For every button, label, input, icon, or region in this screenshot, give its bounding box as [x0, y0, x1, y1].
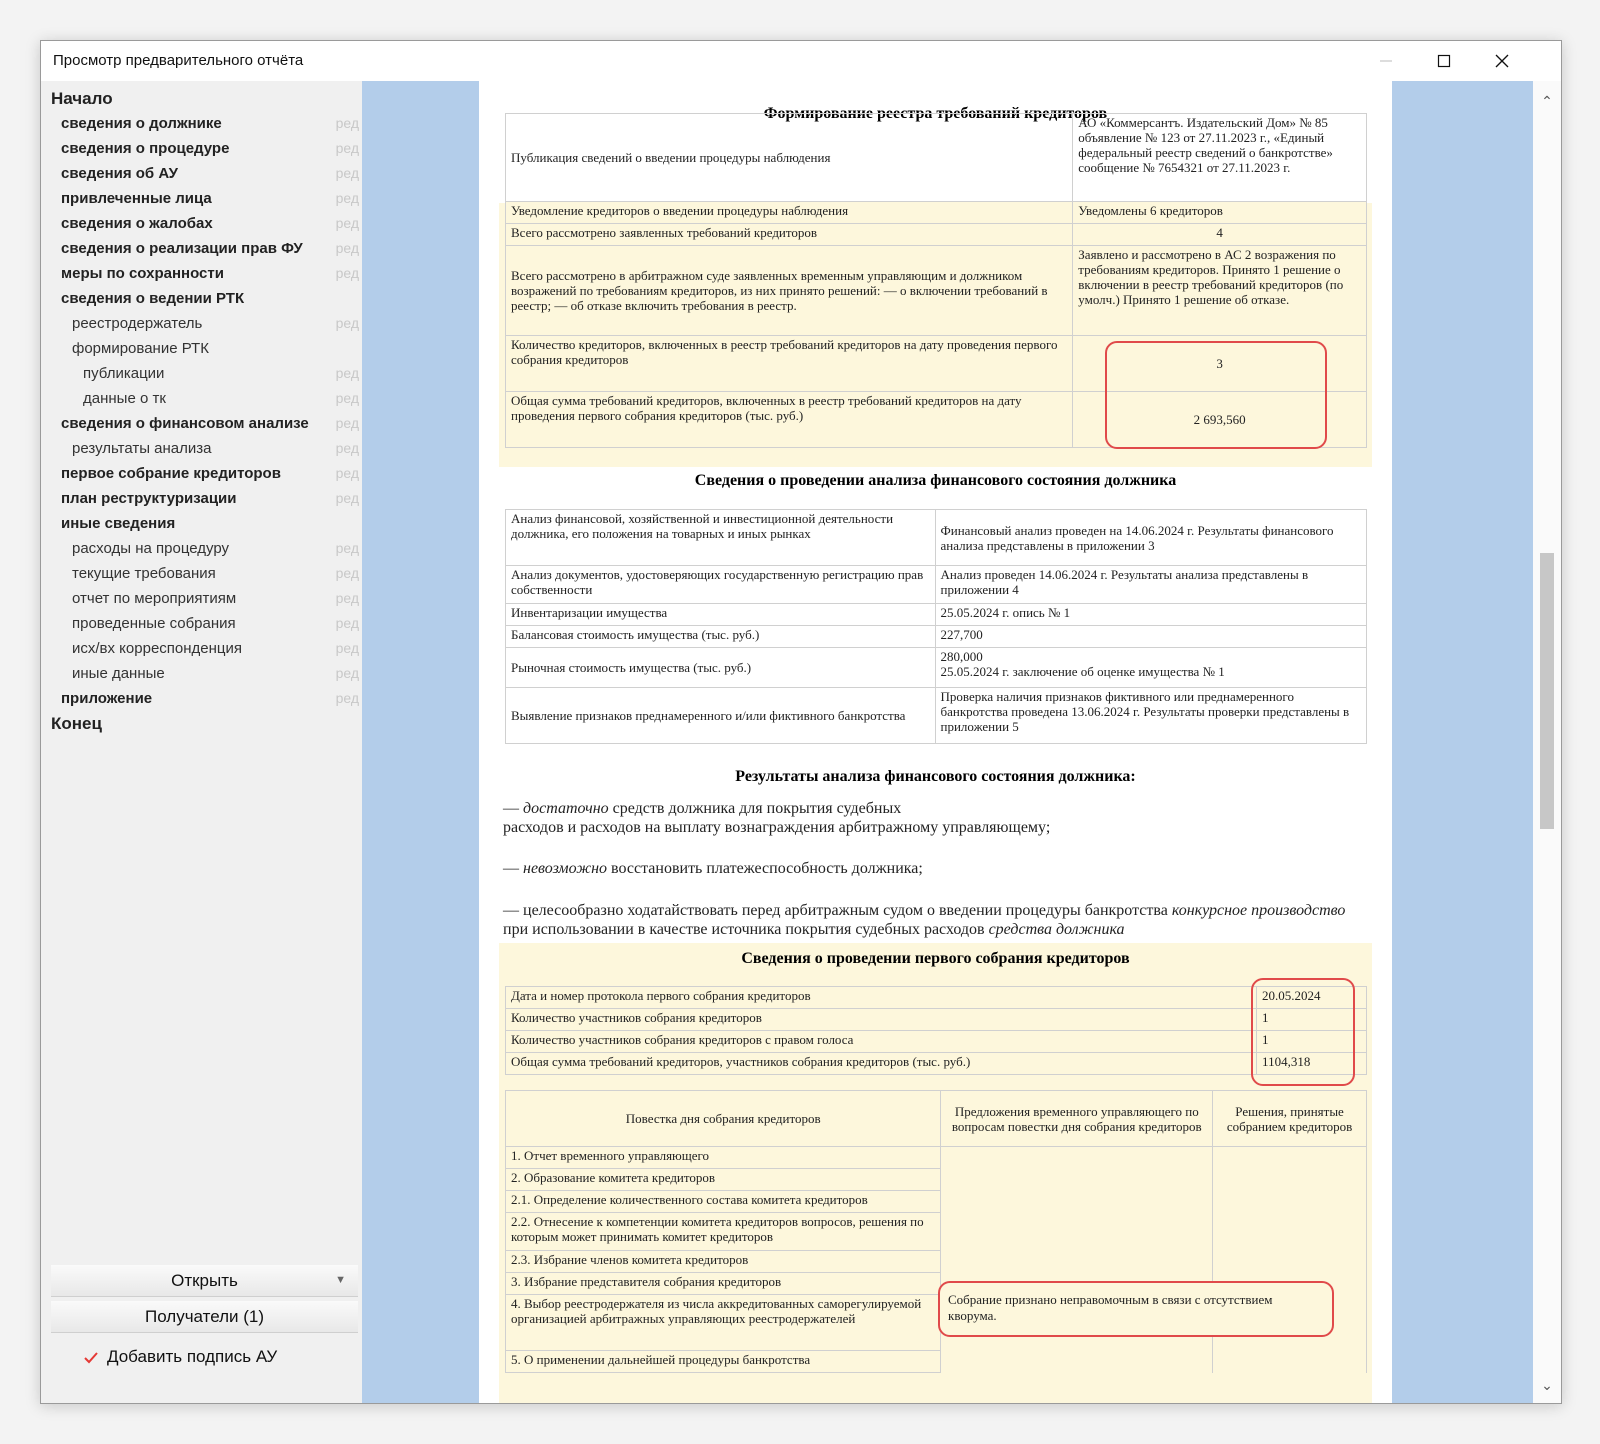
- sidebar-item-label: результаты анализа: [72, 440, 212, 457]
- table-row: [506, 688, 1367, 744]
- meeting-label: Дата и номер протокола первого собрания кредиторов: [506, 987, 1257, 1009]
- edit-link[interactable]: ред: [335, 215, 359, 231]
- open-button[interactable]: [51, 1265, 358, 1297]
- table-row: [506, 626, 1367, 648]
- text-italic: конкурсное производство: [1171, 902, 1346, 919]
- sidebar-item-label: публикации: [83, 365, 165, 382]
- table-row: [506, 604, 1367, 626]
- rtk-label: Всего рассмотрено заявленных требований кредиторов: [506, 224, 1073, 246]
- table-row: [506, 224, 1367, 246]
- rtk-label: Общая сумма требований кредиторов, включенных в реестр требований кредиторов на дату проведения первого собрания кредиторов (тыс. руб.): [506, 392, 1073, 448]
- agenda-item: 2.2. Отнесение к компетенции комитета кредиторов вопросов, решения по которым может принимать комитет кредиторов: [506, 1213, 941, 1251]
- table-row: [506, 246, 1367, 336]
- sidebar-item[interactable]: [41, 562, 369, 587]
- analysis-value: 25.05.2024 г. опись № 1: [935, 604, 1367, 626]
- text: — целесообразно ходатайствовать перед арбитражным судом о введении процедуры банкротства: [503, 902, 1172, 919]
- sidebar-item-label: формирование РТК: [72, 340, 209, 357]
- table-row: [506, 510, 1367, 566]
- add-signature-label: Добавить подпись АУ: [107, 1347, 278, 1366]
- report-navigation: [41, 87, 369, 737]
- sidebar-item[interactable]: [41, 662, 369, 687]
- report-page: [479, 81, 1392, 1403]
- vertical-scrollbar[interactable]: [1533, 81, 1561, 1403]
- agenda-header: Решения, принятые собранием кредиторов: [1213, 1091, 1367, 1147]
- sidebar-item[interactable]: [41, 487, 369, 512]
- sidebar-item-label: сведения об АУ: [61, 165, 178, 182]
- sidebar-item[interactable]: [41, 687, 369, 712]
- rtk-creditors-count: 3: [1073, 336, 1367, 392]
- table-row: [506, 202, 1367, 224]
- sidebar-item[interactable]: [41, 112, 369, 137]
- report-preview-window: [40, 40, 1562, 1404]
- table-row: [506, 1147, 1367, 1169]
- sidebar-item-label: проведенные собрания: [72, 615, 236, 632]
- sidebar-item[interactable]: [41, 512, 369, 537]
- sidebar-item[interactable]: [41, 162, 369, 187]
- sidebar-item-label: сведения о ведении РТК: [61, 290, 245, 307]
- edit-link[interactable]: ред: [335, 690, 359, 706]
- agenda-item: 3. Избрание представителя собрания кредиторов: [506, 1273, 941, 1295]
- valuation-report: 25.05.2024 г. заключение об оценке имущества № 1: [940, 664, 1225, 679]
- decisions-cell: [1213, 1147, 1367, 1373]
- analysis-heading: Сведения о проведении анализа финансового состояния должника: [694, 472, 1177, 489]
- proposals-cell: [941, 1147, 1213, 1373]
- sidebar-item-label: приложение: [61, 690, 153, 707]
- agenda-item: 4. Выбор реестродержателя из числа аккредитованных саморегулируемой организацией арбитражных управляющих реестродержателей: [506, 1295, 941, 1351]
- rtk-heading: Формирование реестра требований кредиторов: [763, 105, 1108, 122]
- rtk-total-claims: 2 693,560: [1073, 392, 1367, 448]
- rtk-value: Заявлено и рассмотрено в АС 2 возражения по требованиям кредиторов. Принято 1 решение о включении в реестр требований кредиторов (по умолч.) Принято 1 решение об отказе.: [1073, 246, 1367, 336]
- open-button-label: Открыть: [171, 1271, 238, 1290]
- edit-link[interactable]: ред: [335, 590, 359, 606]
- maximize-icon: [1437, 54, 1451, 68]
- dropdown-arrow-icon[interactable]: ▼: [335, 1274, 346, 1286]
- rtk-label: Публикация сведений о введении процедуры наблюдения: [506, 114, 1073, 202]
- sidebar-item-label: сведения о реализации прав ФУ: [61, 240, 303, 257]
- agenda-item: 2.1. Определение количественного состава комитета кредиторов: [506, 1191, 941, 1213]
- table-row: [506, 648, 1367, 688]
- text: при использовании в качестве источника покрытия судебных расходов: [503, 921, 989, 938]
- edit-link[interactable]: ред: [335, 190, 359, 206]
- text: средств должника для покрытия судебных: [608, 800, 902, 817]
- close-icon: [1495, 54, 1509, 68]
- meeting-heading: Сведения о проведении первого собрания кредиторов: [741, 950, 1130, 967]
- window-title: Просмотр предварительного отчёта: [53, 52, 304, 69]
- sidebar-item[interactable]: [41, 337, 369, 362]
- sidebar-item-label: иные сведения: [61, 515, 176, 532]
- agenda-header: Повестка дня собрания кредиторов: [506, 1091, 941, 1147]
- results-paragraph-3: [503, 901, 1363, 939]
- sidebar-item-label: сведения о финансовом анализе: [61, 415, 309, 432]
- sidebar-item[interactable]: [41, 237, 369, 262]
- edit-link[interactable]: ред: [335, 365, 359, 381]
- market-value: 280,000: [940, 649, 983, 664]
- table-row: [506, 1031, 1367, 1053]
- edit-link[interactable]: ред: [335, 140, 359, 156]
- edit-link[interactable]: ред: [335, 465, 359, 481]
- rtk-value: Уведомлены 6 кредиторов: [1073, 202, 1367, 224]
- agenda-item: 1. Отчет временного управляющего: [506, 1147, 941, 1169]
- sidebar-item-label: привлеченные лица: [61, 190, 212, 207]
- text: —: [503, 800, 523, 817]
- minimize-icon: [1379, 54, 1393, 68]
- sidebar-item-label: сведения о процедуре: [61, 140, 230, 157]
- analysis-label: Выявление признаков преднамеренного и/или фиктивного банкротства: [506, 688, 936, 744]
- meeting-value: 1: [1257, 1031, 1367, 1053]
- edit-link[interactable]: ред: [335, 165, 359, 181]
- close-button[interactable]: [1473, 41, 1531, 81]
- sidebar-item[interactable]: [41, 637, 369, 662]
- edit-link[interactable]: ред: [335, 615, 359, 631]
- sidebar-item-label: сведения о должнике: [61, 115, 222, 132]
- edit-link[interactable]: ред: [335, 115, 359, 131]
- analysis-value: Проверка наличия признаков фиктивного или преднамеренного банкротства проведена 13.06.2024 г. Результаты проверки представлены в приложении 5: [935, 688, 1367, 744]
- sidebar-item-label: первое собрание кредиторов: [61, 465, 281, 482]
- results-paragraph-1: [503, 799, 1363, 837]
- sidebar-item-label: данные о тк: [83, 390, 166, 407]
- sidebar-item[interactable]: [41, 87, 369, 112]
- sidebar-item[interactable]: [41, 312, 369, 337]
- recipients-button-label: Получатели (1): [144, 1307, 265, 1326]
- sidebar-item-label: отчет по мероприятиям: [72, 590, 237, 607]
- text: —: [503, 860, 523, 877]
- edit-link[interactable]: ред: [335, 440, 359, 456]
- sidebar-item-label: Начало: [51, 89, 113, 108]
- sidebar-item[interactable]: [41, 137, 369, 162]
- text-italic: достаточно: [523, 800, 609, 817]
- sidebar-item[interactable]: [41, 462, 369, 487]
- rtk-label: Уведомление кредиторов о введении процедуры наблюдения: [506, 202, 1073, 224]
- minimize-button[interactable]: [1357, 41, 1415, 81]
- highlight-annotation: [1105, 341, 1327, 449]
- text: расходов и расходов на выплату вознаграждения арбитражному управляющему;: [503, 819, 1051, 836]
- rtk-value: АО «Коммерсантъ. Издательский Дом» № 85 объявление № 123 от 27.11.2023 г., «Единый федеральный реестр сведений о банкротстве» сообщение № 7654321 от 27.11.2023 г.: [1073, 114, 1367, 202]
- sidebar-item-label: текущие требования: [72, 565, 216, 582]
- scrollbar-thumb[interactable]: [1540, 553, 1554, 829]
- table-row: [506, 566, 1367, 604]
- sidebar: [41, 81, 369, 1403]
- sidebar-item-label: иные данные: [72, 665, 165, 682]
- sidebar-item[interactable]: [41, 612, 369, 637]
- edit-link[interactable]: ред: [335, 540, 359, 556]
- edit-link[interactable]: ред: [335, 265, 359, 281]
- sidebar-item[interactable]: [41, 287, 369, 312]
- checkmark-icon: [83, 1350, 99, 1366]
- agenda-item: 2. Образование комитета кредиторов: [506, 1169, 941, 1191]
- sidebar-item[interactable]: [41, 362, 369, 387]
- edit-link[interactable]: ред: [335, 665, 359, 681]
- analysis-value: Анализ проведен 14.06.2024 г. Результаты анализа представлены в приложении 4: [935, 566, 1367, 604]
- analysis-value: 227,700: [935, 626, 1367, 648]
- add-signature-checkbox[interactable]: [83, 1350, 101, 1368]
- highlight-annotation: [1251, 978, 1355, 1086]
- sidebar-item[interactable]: [41, 712, 369, 737]
- sidebar-item-label: реестродержатель: [72, 315, 203, 332]
- table-row: [506, 1091, 1367, 1147]
- text-italic: средства должника: [988, 921, 1125, 938]
- sidebar-item[interactable]: [41, 437, 369, 462]
- edit-link[interactable]: ред: [335, 315, 359, 331]
- edit-link[interactable]: ред: [335, 490, 359, 506]
- edit-link[interactable]: ред: [335, 390, 359, 406]
- edit-link[interactable]: ред: [335, 565, 359, 581]
- table-row: [506, 1053, 1367, 1075]
- rtk-value: 4: [1073, 224, 1367, 246]
- analysis-label: Анализ документов, удостоверяющих государственную регистрацию прав собственности: [506, 566, 936, 604]
- text-italic: невозможно: [523, 860, 608, 877]
- meeting-note: Собрание признано неправомочным в связи с отсутствием кворума.: [938, 1281, 1334, 1337]
- scroll-down-icon[interactable]: ⌄: [1541, 1377, 1553, 1393]
- scroll-up-icon[interactable]: ⌃: [1541, 93, 1553, 109]
- rtk-label: Количество кредиторов, включенных в реестр требований кредиторов на дату проведения первого собрания кредиторов: [506, 336, 1073, 392]
- analysis-value: Финансовый анализ проведен на 14.06.2024 г. Результаты финансового анализа представлены в приложении 3: [935, 510, 1367, 566]
- sidebar-item-label: план реструктуризации: [61, 490, 237, 507]
- text: восстановить платежеспособность должника;: [607, 860, 923, 877]
- sidebar-item[interactable]: [41, 212, 369, 237]
- results-heading: Результаты анализа финансового состояния должника:: [735, 768, 1136, 785]
- agenda-header: Предложения временного управляющего по вопросам повестки дня собрания кредиторов: [941, 1091, 1213, 1147]
- meeting-value: 20.05.2024: [1257, 987, 1367, 1009]
- meeting-value: 1104,318: [1257, 1053, 1367, 1075]
- maximize-button[interactable]: [1415, 41, 1473, 81]
- analysis-value: [935, 648, 1367, 688]
- table-row: [506, 1009, 1367, 1031]
- document-viewer: [362, 81, 1533, 1403]
- recipients-button[interactable]: [51, 1301, 358, 1333]
- sidebar-item[interactable]: [41, 187, 369, 212]
- sidebar-item-label: расходы на процедуру: [72, 540, 230, 557]
- edit-link[interactable]: ред: [335, 640, 359, 656]
- meeting-table: [505, 986, 1367, 1075]
- analysis-label: Рыночная стоимость имущества (тыс. руб.): [506, 648, 936, 688]
- sidebar-item-label: исх/вх корреспонденция: [72, 640, 243, 657]
- results-paragraph-2: [503, 859, 1363, 878]
- meeting-label: Количество участников собрания кредиторов: [506, 1009, 1257, 1031]
- agenda-item: 2.3. Избрание членов комитета кредиторов: [506, 1251, 941, 1273]
- rtk-label: Всего рассмотрено в арбитражном суде заявленных временным управляющим и должником возражений по требованиям кредиторов, из них принято решений: — о включении требований в реестр; — об отказе включить требования в реестр.: [506, 246, 1073, 336]
- meeting-value: 1: [1257, 1009, 1367, 1031]
- sidebar-item[interactable]: [41, 262, 369, 287]
- analysis-label: Инвентаризации имущества: [506, 604, 936, 626]
- table-row: [506, 987, 1367, 1009]
- agenda-item: 5. О применении дальнейшей процедуры банкротства: [506, 1351, 941, 1373]
- meeting-label: Общая сумма требований кредиторов, участников собрания кредиторов (тыс. руб.): [506, 1053, 1257, 1075]
- sidebar-item-label: сведения о жалобах: [61, 215, 213, 232]
- title-bar: [41, 41, 1561, 81]
- sidebar-item[interactable]: [41, 412, 369, 437]
- sidebar-item[interactable]: [41, 587, 369, 612]
- analysis-label: Балансовая стоимость имущества (тыс. руб.): [506, 626, 936, 648]
- edit-link[interactable]: ред: [335, 240, 359, 256]
- table-row: [506, 114, 1367, 202]
- analysis-label: Анализ финансовой, хозяйственной и инвестиционной деятельности должника, его положения на товарных и иных рынках: [506, 510, 936, 566]
- meeting-label: Количество участников собрания кредиторов с правом голоса: [506, 1031, 1257, 1053]
- sidebar-item[interactable]: [41, 387, 369, 412]
- sidebar-item[interactable]: [41, 537, 369, 562]
- sidebar-item-label: Конец: [51, 714, 102, 733]
- analysis-table: [505, 509, 1367, 744]
- sidebar-item-label: меры по сохранности: [61, 265, 224, 282]
- edit-link[interactable]: ред: [335, 415, 359, 431]
